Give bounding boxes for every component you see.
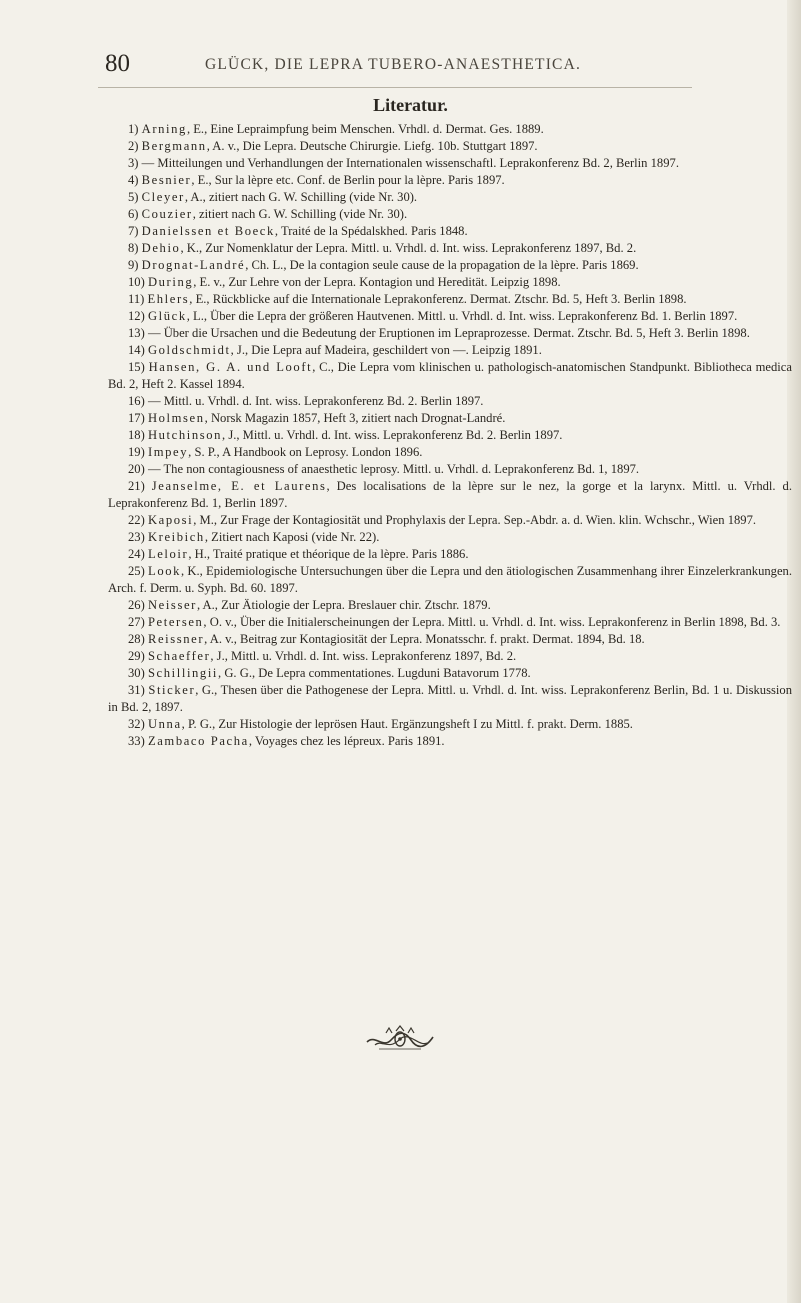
reference-entry bbox=[108, 121, 792, 138]
reference-author: During bbox=[147, 275, 194, 289]
reference-number: 32) bbox=[128, 717, 145, 731]
reference-text: , Ch. L., De la contagion seule cause de la propagation de la lèpre. Paris 1869. bbox=[245, 258, 639, 272]
reference-text: , C., Die Lepra vom klinischen u. pathologisch-anatomischen Standpunkt. Bibliotheca medica Bd. 2, Heft 2. Kassel 1894. bbox=[108, 360, 792, 391]
reference-entry bbox=[108, 563, 792, 597]
reference-author: Kaposi bbox=[147, 513, 194, 527]
reference-number: 18) bbox=[128, 428, 145, 442]
reference-number: 28) bbox=[128, 632, 145, 646]
reference-entry bbox=[108, 393, 792, 410]
reference-author: Hutchinson bbox=[147, 428, 223, 442]
reference-number: 8) bbox=[128, 241, 139, 255]
reference-text: , P. G., Zur Histologie der leprösen Haut. Ergänzungsheft I zu Mittl. f. prakt. Derm. 1885. bbox=[181, 717, 633, 731]
reference-entry bbox=[108, 427, 792, 444]
reference-author: Schillingii bbox=[147, 666, 219, 680]
reference-text: , G., Thesen über die Pathogenese der Lepra. Mittl. u. Vrhdl. d. Int. wiss. Leprakonferenz Berlin, Bd. 1 u. Diskussion in Bd. 2, 1897. bbox=[108, 683, 793, 714]
reference-number: 19) bbox=[128, 445, 145, 459]
reference-text: , Zitiert nach Kaposi (vide Nr. 22). bbox=[204, 530, 380, 544]
reference-text: , Traité de la Spédalskhed. Paris 1848. bbox=[274, 224, 468, 238]
reference-author: Unna bbox=[147, 717, 182, 731]
reference-text: , Des localisations de la lèpre sur le nez, la gorge et la larynx. Mittl. u. Vrhdl. d. Leprakonferenz Bd. 1, Berlin 1897. bbox=[108, 479, 792, 510]
reference-list bbox=[108, 121, 792, 750]
reference-entry bbox=[108, 733, 792, 750]
reference-text: , zitiert nach G. W. Schilling (vide Nr. 30). bbox=[192, 207, 408, 221]
reference-text: , K., Epidemiologische Untersuchungen über die Lepra und den ätiologischen Zusammenhang ihrer Einzelerkrankungen. Arch. f. Derm. u. Syph. Bd. 60. 1897. bbox=[108, 564, 793, 595]
reference-author: Jeanselme, E. et Laurens bbox=[151, 479, 327, 493]
reference-number: 4) bbox=[128, 173, 139, 187]
reference-author: Arning bbox=[141, 122, 187, 136]
reference-author: Schaeffer bbox=[147, 649, 211, 663]
reference-text: — The non contagiousness of anaesthetic leprosy. Mittl. u. Vrhdl. d. Leprakonferenz Bd. 1, 1897. bbox=[147, 462, 640, 476]
reference-number: 3) bbox=[128, 156, 139, 170]
reference-entry bbox=[108, 240, 792, 257]
reference-text: , L., Über die Lepra der größeren Hautvenen. Mittl. u. Vrhdl. d. Int. wiss. Leprakonferenz Bd. 1. Berlin 1897. bbox=[186, 309, 738, 323]
reference-entry bbox=[108, 512, 792, 529]
reference-number: 10) bbox=[128, 275, 145, 289]
reference-number: 5) bbox=[128, 190, 139, 204]
reference-entry bbox=[108, 614, 792, 631]
reference-text: — Über die Ursachen und die Bedeutung der Eruptionen im Lepraprozesse. Dermat. Ztschr. Bd. 5, Heft 3. Berlin 1898. bbox=[147, 326, 750, 340]
reference-author: Bergmann bbox=[141, 139, 207, 153]
reference-author: Dehio bbox=[141, 241, 181, 255]
reference-text: , H., Traité pratique et théorique de la lèpre. Paris 1886. bbox=[188, 547, 469, 561]
reference-entry bbox=[108, 189, 792, 206]
running-header bbox=[0, 50, 801, 84]
reference-number: 7) bbox=[128, 224, 139, 238]
reference-number: 11) bbox=[128, 292, 145, 306]
reference-number: 33) bbox=[128, 734, 145, 748]
reference-entry bbox=[108, 478, 792, 512]
reference-entry bbox=[108, 223, 792, 240]
reference-number: 27) bbox=[128, 615, 145, 629]
reference-number: 26) bbox=[128, 598, 145, 612]
reference-text: , J., Mittl. u. Vrhdl. d. Int. wiss. Leprakonferenz 1897, Bd. 2. bbox=[210, 649, 517, 663]
reference-text: , E., Sur la lèpre etc. Conf. de Berlin pour la lèpre. Paris 1897. bbox=[191, 173, 505, 187]
reference-text: , Voyages chez les lépreux. Paris 1891. bbox=[248, 734, 445, 748]
reference-text: , A., zitiert nach G. W. Schilling (vide Nr. 30). bbox=[184, 190, 418, 204]
reference-text: , E., Eine Lepraimpfung beim Menschen. Vrhdl. d. Dermat. Ges. 1889. bbox=[186, 122, 544, 136]
reference-author: Zambaco Pacha bbox=[147, 734, 249, 748]
reference-text: — Mittl. u. Vrhdl. d. Int. wiss. Leprakonferenz Bd. 2. Berlin 1897. bbox=[147, 394, 484, 408]
reference-number: 12) bbox=[128, 309, 145, 323]
reference-author: Goldschmidt bbox=[147, 343, 231, 357]
reference-entry bbox=[108, 716, 792, 733]
reference-number: 2) bbox=[128, 139, 139, 153]
reference-number: 15) bbox=[128, 360, 145, 374]
reference-number: 23) bbox=[128, 530, 145, 544]
reference-entry bbox=[108, 359, 792, 393]
reference-author: Danielssen et Boeck bbox=[141, 224, 275, 238]
reference-number: 20) bbox=[128, 462, 145, 476]
reference-text: , J., Mittl. u. Vrhdl. d. Int. wiss. Leprakonferenz Bd. 2. Berlin 1897. bbox=[222, 428, 563, 442]
reference-text: , Norsk Magazin 1857, Heft 3, zitiert nach Drognat-Landré. bbox=[204, 411, 506, 425]
reference-author: Besnier bbox=[141, 173, 192, 187]
reference-entry bbox=[108, 529, 792, 546]
reference-text: , E. v., Zur Lehre von der Lepra. Kontagion und Heredität. Leipzig 1898. bbox=[193, 275, 561, 289]
reference-text: , J., Die Lepra auf Madeira, geschildert von —. Leipzig 1891. bbox=[230, 343, 542, 357]
reference-entry bbox=[108, 665, 792, 682]
reference-entry bbox=[108, 274, 792, 291]
running-title: GLÜCK, DIE LEPRA TUBERO-ANAESTHETICA. bbox=[205, 56, 582, 73]
reference-text: — Mitteilungen und Verhandlungen der Internationalen wissenschaftl. Leprakonferenz Bd. 2, Berlin 1897. bbox=[141, 156, 679, 170]
reference-entry bbox=[108, 648, 792, 665]
reference-author: Impey bbox=[147, 445, 189, 459]
reference-text: , A. v., Die Lepra. Deutsche Chirurgie. Liefg. 10b. Stuttgart 1897. bbox=[206, 139, 538, 153]
reference-number: 9) bbox=[128, 258, 139, 272]
reference-number: 1) bbox=[128, 122, 139, 136]
reference-author: Reissner bbox=[147, 632, 205, 646]
reference-text: , G. G., De Lepra commentationes. Lugduni Batavorum 1778. bbox=[218, 666, 531, 680]
reference-author: Petersen bbox=[147, 615, 204, 629]
reference-author: Sticker bbox=[148, 683, 196, 697]
reference-number: 17) bbox=[128, 411, 145, 425]
reference-author: Couzier bbox=[141, 207, 193, 221]
reference-text: , M., Zur Frage der Kontagiosität und Prophylaxis der Lepra. Sep.-Abdr. a. d. Wien. klin. Wchschr., Wien 1897. bbox=[193, 513, 757, 527]
reference-author: Glück bbox=[147, 309, 187, 323]
reference-author: Ehlers bbox=[147, 292, 190, 306]
reference-text: , S. P., A Handbook on Leprosy. London 1896. bbox=[188, 445, 423, 459]
reference-number: 21) bbox=[128, 479, 145, 493]
reference-entry bbox=[108, 631, 792, 648]
reference-number: 6) bbox=[128, 207, 139, 221]
reference-text: , K., Zur Nomenklatur der Lepra. Mittl. u. Vrhdl. d. Int. wiss. Leprakonferenz 1897, Bd. 2. bbox=[180, 241, 637, 255]
reference-text: , A. v., Beitrag zur Kontagiosität der Lepra. Monatsschr. f. prakt. Dermat. 1894, Bd. 18. bbox=[204, 632, 645, 646]
reference-entry bbox=[108, 138, 792, 155]
reference-number: 31) bbox=[128, 683, 145, 697]
reference-entry bbox=[108, 597, 792, 614]
reference-entry bbox=[108, 461, 792, 478]
reference-text: , A., Zur Ätiologie der Lepra. Breslauer chir. Ztschr. 1879. bbox=[196, 598, 491, 612]
ornament-vignette bbox=[365, 1025, 435, 1053]
reference-entry bbox=[108, 444, 792, 461]
reference-entry bbox=[108, 172, 792, 189]
reference-entry bbox=[108, 342, 792, 359]
reference-author: Hansen, G. A. und Looft bbox=[148, 360, 313, 374]
reference-author: Neisser bbox=[147, 598, 197, 612]
reference-entry bbox=[108, 291, 792, 308]
reference-author: Drognat-Landré bbox=[141, 258, 246, 272]
reference-number: 13) bbox=[128, 326, 145, 340]
reference-number: 22) bbox=[128, 513, 145, 527]
reference-text: , E., Rückblicke auf die Internationale Leprakonferenz. Dermat. Ztschr. Bd. 5, Heft 3. Berlin 1898. bbox=[189, 292, 687, 306]
reference-entry bbox=[108, 546, 792, 563]
reference-author: Look bbox=[148, 564, 182, 578]
reference-author: Kreibich bbox=[147, 530, 205, 544]
reference-number: 16) bbox=[128, 394, 145, 408]
reference-number: 14) bbox=[128, 343, 145, 357]
page-number: 80 bbox=[105, 50, 130, 77]
reference-entry bbox=[108, 206, 792, 223]
reference-entry bbox=[108, 155, 792, 172]
header-rule bbox=[98, 87, 692, 88]
reference-entry bbox=[108, 682, 792, 716]
reference-number: 29) bbox=[128, 649, 145, 663]
section-heading: Literatur. bbox=[373, 95, 448, 115]
reference-number: 25) bbox=[128, 564, 145, 578]
reference-entry bbox=[108, 325, 792, 342]
reference-entry bbox=[108, 410, 792, 427]
reference-number: 30) bbox=[128, 666, 145, 680]
reference-text: , O. v., Über die Initialerscheinungen der Lepra. Mittl. u. Vrhdl. d. Int. wiss. Leprakonferenz in Berlin 1898, Bd. 3. bbox=[203, 615, 781, 629]
reference-entry bbox=[108, 308, 792, 325]
reference-author: Holmsen bbox=[147, 411, 205, 425]
reference-entry bbox=[108, 257, 792, 274]
reference-author: Leloir bbox=[147, 547, 189, 561]
reference-author: Cleyer bbox=[141, 190, 185, 204]
reference-number: 24) bbox=[128, 547, 145, 561]
